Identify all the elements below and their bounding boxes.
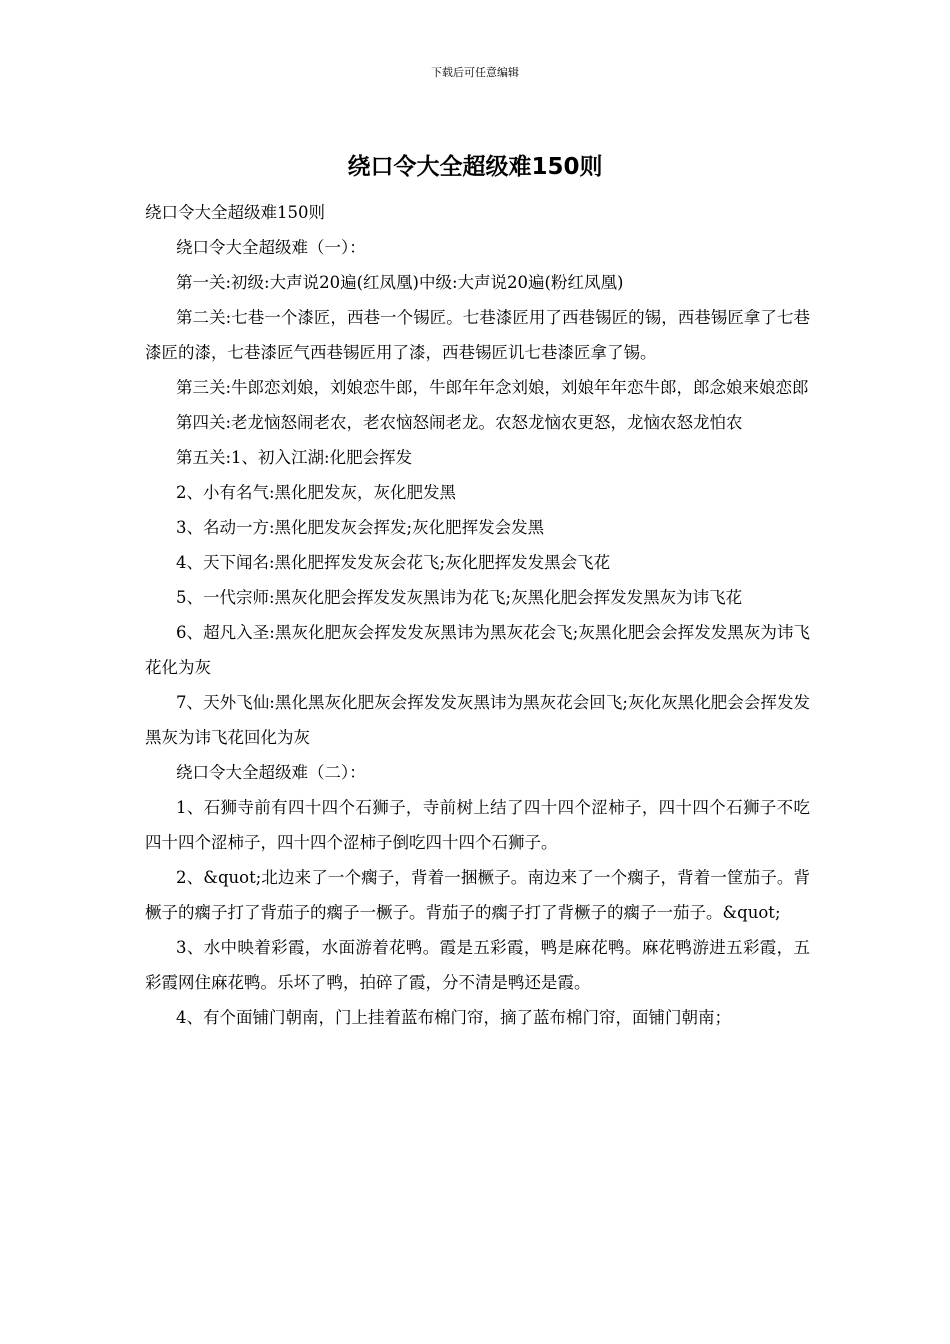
body-paragraph: 4、有个面铺门朝南，门上挂着蓝布棉门帘，摘了蓝布棉门帘，面铺门朝南； bbox=[176, 1008, 731, 1027]
body-paragraph: 第四关:老龙恼怒闹老农，老农恼怒闹老龙。农怒龙恼农更怒，龙恼农怒龙怕农 bbox=[176, 413, 743, 432]
body-paragraph: 5、一代宗师:黑灰化肥会挥发发灰黑讳为花飞;灰黑化肥会挥发发黑灰为讳飞花 bbox=[176, 588, 743, 607]
body-paragraph: 第一关:初级:大声说20遍(红凤凰)中级:大声说20遍(粉红凤凰) bbox=[176, 273, 624, 292]
body-paragraph: 7、天外飞仙:黑化黑灰化肥灰会挥发发灰黑讳为黑灰花会回飞;灰化灰黑化肥会会挥发发黑灰为讳飞花回化为灰 bbox=[145, 693, 810, 747]
body-paragraph: 4、天下闻名:黑化肥挥发发灰会花飞;灰化肥挥发发黑会飞花 bbox=[176, 553, 611, 572]
body-paragraph: 3、水中映着彩霞，水面游着花鸭。霞是五彩霞，鸭是麻花鸭。麻花鸭游进五彩霞，五彩霞网住麻花鸭。乐坏了鸭，拍碎了霞，分不清是鸭还是霞。 bbox=[145, 938, 810, 992]
body-paragraph: 第三关:牛郎恋刘娘，刘娘恋牛郎，牛郎年年念刘娘，刘娘年年恋牛郎，郎念娘来娘恋郎 bbox=[176, 378, 809, 397]
body-paragraph: 第二关:七巷一个漆匠，西巷一个锡匠。七巷漆匠用了西巷锡匠的锡，西巷锡匠拿了七巷漆匠的漆，七巷漆匠气西巷锡匠用了漆，西巷锡匠讥七巷漆匠拿了锡。 bbox=[145, 308, 810, 362]
body-paragraph: 2、小有名气:黑化肥发灰，灰化肥发黑 bbox=[176, 483, 457, 502]
body-paragraph: 绕口令大全超级难150则 bbox=[145, 203, 325, 222]
document-title: 绕口令大全超级难150则 bbox=[347, 154, 603, 180]
body-paragraph: 2、&quot;北边来了一个瘸子，背着一捆橛子。南边来了一个瘸子，背着一筐茄子。背橛子的瘸子打了背茄子的瘸子一橛子。背茄子的瘸子打了背橛子的瘸子一茄子。&quot; bbox=[145, 868, 810, 922]
body-paragraph: 第五关:1、初入江湖:化肥会挥发 bbox=[176, 448, 413, 467]
body-paragraph: 6、超凡入圣:黑灰化肥灰会挥发发灰黑讳为黑灰花会飞;灰黑化肥会会挥发发黑灰为讳飞花化为灰 bbox=[145, 623, 810, 677]
page-header-note: 下载后可任意编辑 bbox=[431, 66, 519, 79]
section-heading: 绕口令大全超级难（二）： bbox=[176, 763, 366, 782]
body-paragraph: 3、名动一方:黑化肥发灰会挥发;灰化肥挥发会发黑 bbox=[176, 518, 545, 537]
section-heading: 绕口令大全超级难（一）： bbox=[176, 238, 366, 257]
body-paragraph: 1、石狮寺前有四十四个石狮子，寺前树上结了四十四个涩柿子，四十四个石狮子不吃四十四个涩柿子，四十四个涩柿子倒吃四十四个石狮子。 bbox=[145, 798, 810, 852]
document-body bbox=[145, 195, 810, 1035]
